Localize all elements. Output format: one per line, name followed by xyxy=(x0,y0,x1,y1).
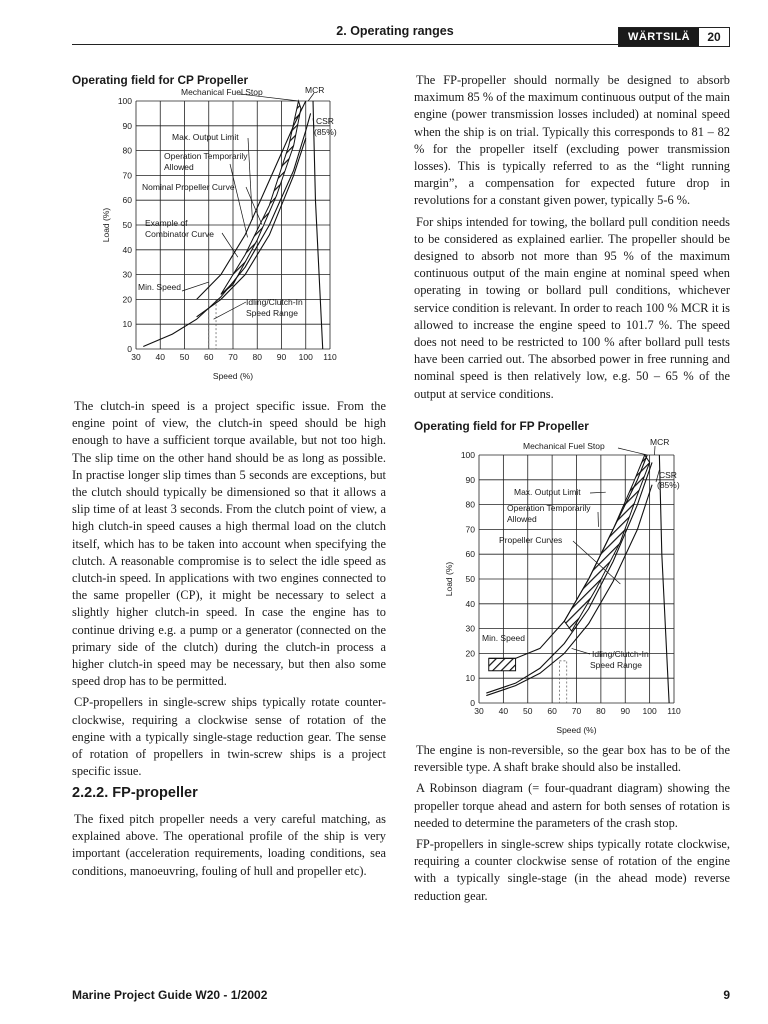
fp-label-op-temp-1: Operation Temporarily xyxy=(507,503,591,513)
cp-x-tick: 30 xyxy=(131,352,141,362)
fp-figure-title: Operating field for FP Propeller xyxy=(414,419,589,433)
fp-x-tick: 90 xyxy=(620,706,630,716)
cp-y-tick: 20 xyxy=(122,294,132,305)
cp-x-axis-label: Speed (%) xyxy=(212,371,254,381)
cp-series-example-of-combinator-curve xyxy=(197,138,306,317)
fp-series-max-output-limit xyxy=(489,455,647,658)
cp-label-nominal-curve: Nominal Propeller Curve xyxy=(142,182,235,192)
cp-label-op-temp-2: Allowed xyxy=(164,162,194,172)
cp-propeller-chart xyxy=(100,84,360,384)
fp-label-idling-2: Speed Range xyxy=(590,660,642,670)
fp-y-tick: 80 xyxy=(465,499,475,510)
cp-leader-line xyxy=(214,302,246,319)
brand-box xyxy=(618,27,730,47)
cp-y-tick: 0 xyxy=(127,344,132,354)
fp-x-tick: 60 xyxy=(547,706,557,716)
cp-x-tick: 100 xyxy=(298,352,313,362)
cp-y-tick: 90 xyxy=(122,120,132,131)
fp-y-tick: 30 xyxy=(465,623,475,634)
cp-figure-title: Operating field for CP Propeller xyxy=(72,73,249,87)
left-paragraph-cp-rotation: CP-propellers in single-screw ships typically rotate counter-clockwise, requiring a clockwise sense of rotation of the engine with a typically single-stage reduction gear. The sense of rotation of propellers in twin-screw ships is a project specific issue. xyxy=(72,695,386,779)
fp-leader-line xyxy=(590,492,606,493)
fp-leader-line xyxy=(655,446,656,455)
right-paragraph-non-reversible: The engine is non-reversible, so the gear box has to be of the reversible type. A shaft brake should also be installed. xyxy=(414,743,730,775)
fp-label-propeller-curves: Propeller Curves xyxy=(499,535,563,545)
cp-label-mechanical-fuel-stop: Mechanical Fuel Stop xyxy=(181,87,263,97)
cp-y-axis-label: Load (%) xyxy=(101,207,111,243)
fp-y-axis-label: Load (%) xyxy=(444,561,454,597)
fp-min-speed-area xyxy=(489,658,516,670)
cp-x-tick: 90 xyxy=(276,352,287,362)
cp-label-max-output: Max. Output Limit xyxy=(172,132,239,142)
cp-y-tick: 100 xyxy=(117,96,132,106)
fp-label-min-speed: Min. Speed xyxy=(482,633,525,643)
fp-label-idling-1: Idling/Clutch-In xyxy=(592,649,649,659)
cp-leader-line xyxy=(182,282,209,291)
header-rule xyxy=(72,44,618,45)
right-paragraph-towing: For ships intended for towing, the bollard pull condition needs to be considered as explained earlier. The propeller should be designed to absorb not more than 95 % of the maximum continuous output of the main engine at nominal speed when operating in towing or bollard pull conditions, whichever service condition is relevant. In order to reach 100 % MCR it is allowed to increase the engine speed to 101.7 %. The speed does not need to be restricted to 100 % after bollard pull tests have been carried out. The absorbed power in free running and nominal speed is then relatively low, e.g. 50 – 65 % of the output at service conditions. xyxy=(414,214,730,401)
fp-idling-range xyxy=(559,661,566,703)
fp-y-tick: 0 xyxy=(470,698,475,708)
fp-y-tick: 100 xyxy=(460,450,475,460)
cp-x-tick: 110 xyxy=(323,352,337,362)
fp-y-tick: 40 xyxy=(465,598,475,609)
cp-label-combinator-2: Combinator Curve xyxy=(145,229,214,239)
fp-x-tick: 80 xyxy=(596,706,606,716)
left-paragraph-clutch-in: The clutch-in speed is a project specific issue. From the engine point of view, the clutch-in speed should be high enough to have a sufficient torque available, but not too high. The slip time on the other hand should be as long as possible. In practise longer slip times than 5 seconds are exceptions, but the clutch should typically be dimensioned so that it allows a slip time of at least 3 seconds. From the clutch point of view, a high clutch-in speed causes a high thermal load on the clutch itself, which has to be taken into account when specifying the clutch. A reasonable compromise is to select the idle speed as clutch-in speed. In applications with two engines connected to the same propeller (CP), it might be necessary to select a slightly higher clutch-in speed. In case the engine has to continue driving e.g. a pump or a generator (connected on the primary side of the clutch) during the clutch-in process a higher clutch-in speed may be necessary, but then also some speed drop has to be permitted. xyxy=(72,399,386,689)
cp-y-tick: 60 xyxy=(122,195,132,206)
fp-y-tick: 90 xyxy=(465,474,475,485)
footer-page-number: 9 xyxy=(723,988,730,1002)
cp-label-idling-2: Speed Range xyxy=(246,308,298,318)
cp-leader-line xyxy=(222,233,238,257)
cp-leader-line xyxy=(246,187,262,225)
cp-x-tick: 80 xyxy=(252,352,262,362)
fp-propeller-chart xyxy=(440,434,710,739)
fp-label-mechanical-fuel-stop: Mechanical Fuel Stop xyxy=(523,441,605,451)
left-paragraph-fp-matching: The fixed pitch propeller needs a very careful matching, as explained above. The operational profile of the ship is very important (acceleration requirements, loading conditions, sea conditions, manoeuvring, fouling of hull and propeller etc). xyxy=(72,812,386,878)
cp-label-op-temp-1: Operation Temporarily xyxy=(164,151,248,161)
fp-x-tick: 70 xyxy=(571,706,582,716)
brand-logo: WÄRTSILÄ xyxy=(619,28,699,46)
fp-label-csr-1: CSR xyxy=(659,470,677,480)
fp-y-tick: 10 xyxy=(465,673,475,684)
cp-y-tick: 50 xyxy=(122,220,132,230)
fp-y-tick: 50 xyxy=(465,574,475,584)
cp-label-min-speed: Min. Speed xyxy=(138,282,181,292)
fp-leader-line xyxy=(618,448,647,455)
cp-x-tick: 40 xyxy=(155,352,165,362)
fp-y-tick: 20 xyxy=(465,648,475,659)
fp-label-csr-2: (85%) xyxy=(657,480,680,490)
cp-y-tick: 30 xyxy=(122,269,132,280)
cp-y-tick: 10 xyxy=(122,319,132,330)
fp-x-tick: 30 xyxy=(474,706,484,716)
right-paragraph-light-running: The FP-propeller should normally be designed to absorb maximum 85 % of the maximum continuous output of the main engine (power transmission losses included) at nominal speed when the ship is on trial. Typically this corresponds to 81 – 82 % for the propeller itself (excluding power transmission losses). This is typically referred to as the “light running margin”, a compensation for expected future drop in revolutions for a constant given power, typically 5-6 %. xyxy=(414,73,730,208)
cp-x-tick: 70 xyxy=(228,352,238,362)
brand-section-number: 20 xyxy=(707,30,721,44)
cp-x-tick: 50 xyxy=(179,352,190,362)
fp-label-op-temp-2: Allowed xyxy=(507,514,537,524)
fp-label-max-output: Max. Output Limit xyxy=(514,487,581,497)
fp-y-tick: 60 xyxy=(465,549,475,560)
fp-x-tick: 40 xyxy=(498,706,509,716)
cp-label-csr-1: CSR xyxy=(316,116,334,126)
fp-label-mcr: MCR xyxy=(650,437,670,447)
cp-y-tick: 80 xyxy=(122,145,132,156)
fp-x-axis-label: Speed (%) xyxy=(556,725,597,735)
right-paragraph-fp-rotation: FP-propellers in single-screw ships typically rotate clockwise, requiring a counter clockwise sense of rotation of the engine with a typically single-stage (in the ahead mode) reverse reduction gear. xyxy=(414,837,730,903)
fp-x-tick: 50 xyxy=(523,706,533,716)
cp-label-combinator-1: Example of xyxy=(145,218,188,228)
fp-y-tick: 70 xyxy=(465,524,475,535)
cp-label-mcr: MCR xyxy=(305,85,325,95)
cp-label-idling-1: Idling/Clutch-In xyxy=(246,297,303,307)
section-heading-fp-propeller: 2.2.2. FP-propeller xyxy=(72,785,198,801)
fp-x-tick: 100 xyxy=(642,706,657,716)
running-header-title: 2. Operating ranges xyxy=(336,24,454,38)
cp-label-csr-2: (85%) xyxy=(314,127,337,137)
cp-y-tick: 40 xyxy=(122,244,132,255)
footer-document-title: Marine Project Guide W20 - 1/2002 xyxy=(72,988,268,1002)
right-paragraph-robinson: A Robinson diagram (= four-quadrant diagram) showing the propeller torque ahead and astern for both senses of rotation is needed to determine the parameters of the crash stop. xyxy=(414,781,730,830)
cp-x-tick: 60 xyxy=(204,352,214,362)
cp-y-tick: 70 xyxy=(122,170,132,181)
fp-x-tick: 110 xyxy=(667,706,681,716)
